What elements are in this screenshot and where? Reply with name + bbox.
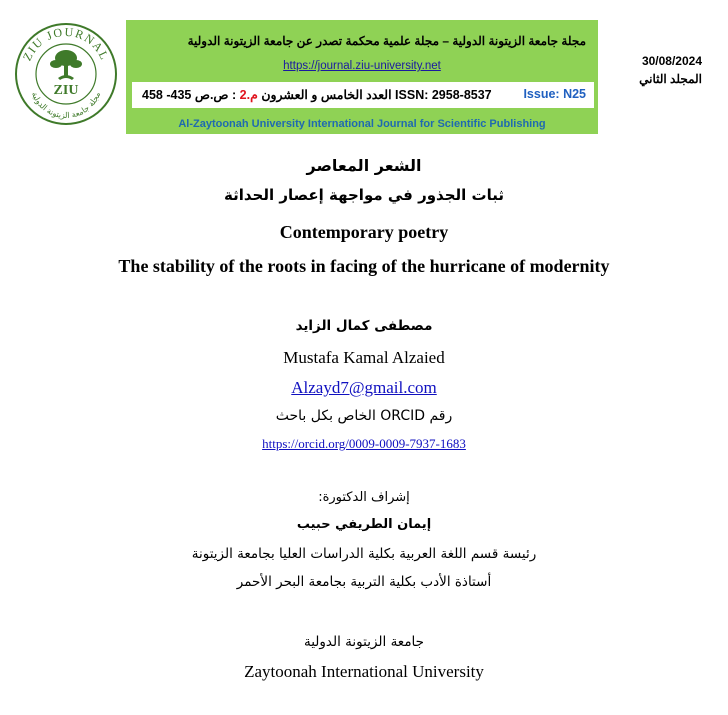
title-arabic-main: الشعر المعاصر xyxy=(306,156,422,175)
supervisor-label: إشراف الدكتورة: xyxy=(318,490,410,505)
university-name-arabic: جامعة الزيتونة الدولية xyxy=(303,634,425,650)
logo-arc-top: ZIU JOURNAL xyxy=(19,24,113,63)
issue-label: Issue: xyxy=(523,87,560,101)
issn-pages xyxy=(142,87,492,102)
title-english-sub: The stability of the roots in facing of the hurricane of modernity xyxy=(118,256,610,276)
supervisor-role-1: رئيسة قسم اللغة العربية بكلية الدراسات العليا بجامعة الزيتونة xyxy=(191,546,537,562)
ziu-seal-icon xyxy=(14,22,118,126)
issue-number xyxy=(523,87,586,101)
journal-url-link[interactable]: https://journal.ziu-university.net xyxy=(283,60,441,72)
issn-month: م.2 xyxy=(239,88,258,102)
supervisor-name: إيمان الطريفي حبيب xyxy=(296,517,432,532)
author-email-link[interactable]: Alzayd7@gmail.com xyxy=(291,378,437,397)
issue-value: N25 xyxy=(563,87,586,101)
journal-banner xyxy=(126,20,598,134)
olive-tree-icon xyxy=(50,50,82,80)
logo-arc-bottom: مجلة جامعة الزيتونة الدولية xyxy=(29,90,103,121)
volume-label: المجلد الثاني xyxy=(639,72,702,86)
issn-box xyxy=(132,82,594,108)
orcid-link[interactable]: https://orcid.org/0009-0009-7937-1683 xyxy=(262,436,466,451)
orcid-label: رقم ORCID الخاص بكل باحث xyxy=(275,408,453,424)
date-volume-block xyxy=(608,52,702,88)
issn-pages-range: : ص.ص 435- 458 xyxy=(142,88,237,102)
supervisor-role-2: أستاذة الأدب بكلية التربية بجامعة البحر الأحمر xyxy=(236,574,492,590)
author-name-arabic: مصطفى كمال الزايد xyxy=(295,318,433,334)
banner-english-title: Al-Zaytoonah University International Journal for Scientific Publishing xyxy=(178,118,546,130)
author-name-english: Mustafa Kamal Alzaied xyxy=(283,348,445,367)
banner-journal-description: مجلة جامعة الزيتونة الدولية – مجلة علمية محكمة تصدر عن جامعة الزيتونة الدولية xyxy=(187,34,586,48)
title-arabic-sub: ثبات الجذور في مواجهة إعصار الحداثة xyxy=(224,186,504,204)
title-english-main: Contemporary poetry xyxy=(279,222,449,242)
logo-center: ZIU xyxy=(53,83,79,98)
journal-logo xyxy=(14,22,118,126)
issn-prefix: ISSN: 2958-8537 العدد الخامس و العشرون xyxy=(261,88,492,102)
university-name-english: Zaytoonah International University xyxy=(244,662,484,681)
publication-date: 30/08/2024 xyxy=(641,54,702,68)
